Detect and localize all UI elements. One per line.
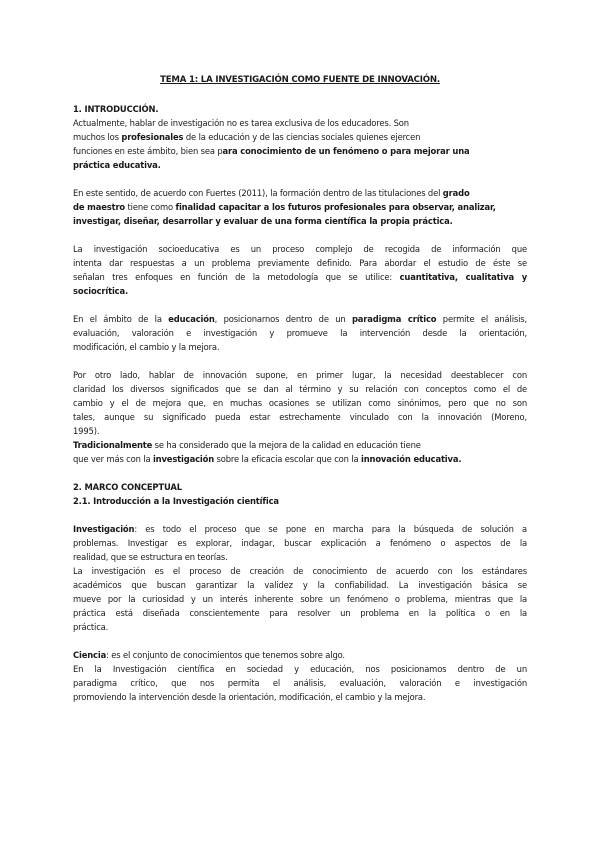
paragraph-line: En este sentido, de acuerdo con Fuertes (2011), la formación dentro de las titulaciones del grado [73,188,470,198]
paragraph-line: muchos los profesionales de la educación y de las ciencias sociales quienes ejercen [73,132,421,142]
paragraph-line: señalan tres enfoques en función de la metodología que se utilice: cuantitativa, cualitativa y [73,272,528,282]
paragraph-line: En la Investigación científica en sociedad y educación, nos posicionamos dentro de un [73,664,527,674]
paragraph-line: práctica educativa. [73,160,161,170]
paragraph-line: evaluación, valoración e investigación y promueve la intervención desde la orientación, [73,328,527,338]
paragraph-line: paradigma crítico, que nos permita el análisis, evaluación, valoración e investigación [73,678,527,688]
paragraph-line: intenta dar respuestas a un problema previamente definido. Para abordar el estudio de éste se [73,258,527,268]
paragraph-line: modificación, el cambio y la mejora. [73,342,220,352]
paragraph-line: problemas. Investigar es explorar, indagar, buscar explicación a fenómeno o aspectos de la [73,538,527,548]
paragraph-line: Investigación: es todo el proceso que se pone en marcha para la búsqueda de solución a [73,524,527,534]
section-heading-introduccion: 1. INTRODUCCIÓN. [73,104,159,114]
paragraph-line: La investigación socioeducativa es un proceso complejo de recogida de información que [73,244,527,254]
paragraph-line: funciones en este ámbito, bien sea para conocimiento de un fenómeno o para mejorar una [73,146,470,156]
subsection-heading: 2.1. Introducción a la Investigación científica [73,496,279,506]
paragraph-line: práctica está diseñada conscientemente para resolver un problema en la política o en la [73,608,527,618]
paragraph-line: La investigación es el proceso de creación de conocimiento de acuerdo con los estándares [73,566,527,576]
paragraph-line: tales, aunque su significado pueda estar estrechamente vinculado con la innovación (Moreno, [73,412,527,422]
paragraph-line: cambio y el de mejora que, en muchas ocasiones se utilizan como sinónimos, pero que no son [73,398,527,408]
paragraph-line: investigar, diseñar, desarrollar y evaluar de una forma científica la propia práctica. [73,216,453,226]
paragraph-line: realidad, que se estructura en teorías. [73,552,228,562]
paragraph-line: Ciencia: es el conjunto de conocimientos que tenemos sobre algo. [73,650,345,660]
paragraph-line: que ver más con la investigación sobre la eficacia escolar que con la innovación educativa. [73,454,462,464]
paragraph-line: Actualmente, hablar de investigación no es tarea exclusiva de los educadores. Son [73,118,409,128]
paragraph-line: Por otro lado, hablar de innovación supone, en primer lugar, la necesidad deestablecer con [73,370,527,380]
paragraph-line: académicos que buscan garantizar la validez y la confiabilidad. La investigación básica se [73,580,527,590]
paragraph-line: claridad los diversos significados que se dan al término y su relación con conceptos como el de [73,384,527,394]
paragraph-line: mueve por la curiosidad y un interés inherente sobre un fenómeno o problema, mientras que la [73,594,527,604]
paragraph-line: práctica. [73,622,109,632]
paragraph-line: En el ámbito de la educación, posicionarnos dentro de un paradigma crítico permite el análisis, [73,314,528,324]
paragraph-line: Tradicionalmente se ha considerado que la mejora de la calidad en educación tiene [73,440,421,450]
section-heading-marco-conceptual: 2. MARCO CONCEPTUAL [73,482,182,492]
paragraph-line: de maestro tiene como finalidad capacitar a los futuros profesionales para observar, analizar, [73,202,496,212]
paragraph-line: promoviendo la intervención desde la orientación, modificación, el cambio y la mejora. [73,692,426,702]
page-title: TEMA 1: LA INVESTIGACIÓN COMO FUENTE DE INNOVACIÓN. [160,75,440,85]
paragraph-line: 1995). [73,426,100,436]
paragraph-line: sociocrítica. [73,286,129,296]
